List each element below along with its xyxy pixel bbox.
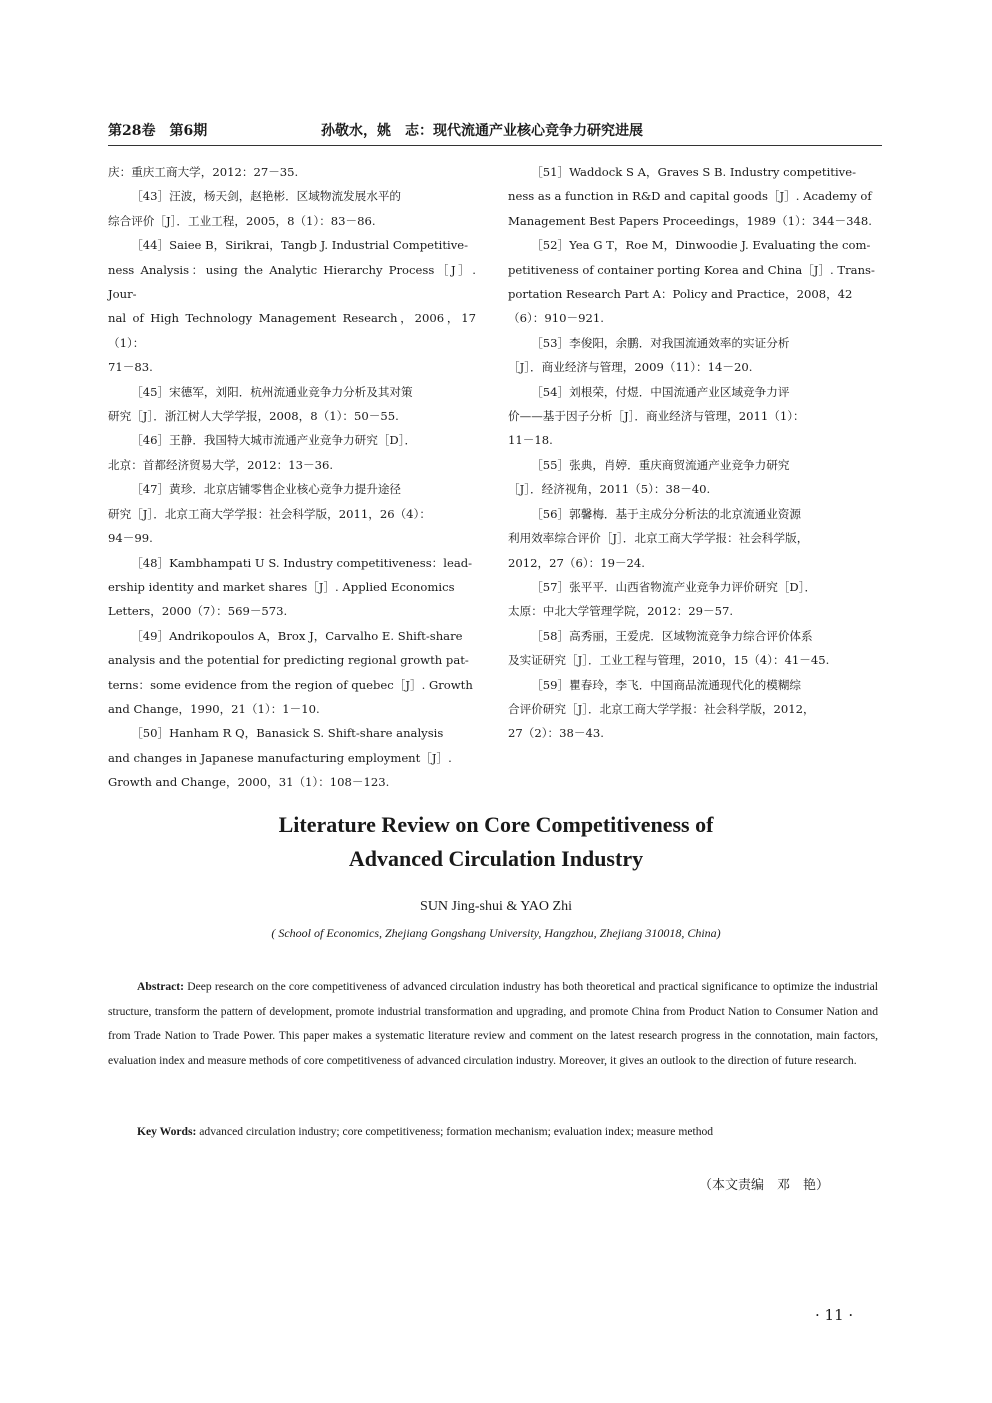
reference-line: 研究［J］．浙江树人大学学报，2008，8（1）：50－55. (108, 409, 399, 424)
reference-cont (108, 160, 476, 184)
reference-line: 北京：首都经济贸易大学，2012：13－36. (108, 457, 334, 472)
reference-line: 综合评价［J］．工业工程，2005，8（1）：83－86. (108, 213, 376, 228)
reference-line: ［54］刘根荣，付煜．中国流通产业区域竞争力评 (531, 384, 790, 399)
english-title (108, 808, 884, 876)
reference-50 (108, 721, 476, 794)
reference-45 (108, 380, 476, 429)
reference-49 (108, 624, 476, 722)
reference-line: ［51］Waddock S A，Graves S B. Industry competitive- (531, 165, 856, 179)
english-affiliation: ( School of Economics, Zhejiang Gongshang University, Hangzhou, Zhejiang 310018, China) (271, 926, 721, 940)
reference-line: ［J］．商业经济与管理，2009（11）：14－20. (508, 360, 753, 375)
english-authors: SUN Jing-shui & YAO Zhi (420, 899, 572, 914)
reference-52 (508, 233, 876, 331)
reference-line: ［46］王静．我国特大城市流通产业竞争力研究［D］． (131, 433, 417, 448)
keywords-label: Key Words: (137, 1125, 197, 1138)
reference-line: 合评价研究［J］．北京工商大学学报：社会科学版，2012， (508, 701, 815, 716)
reference-54 (508, 380, 876, 453)
reference-line: Management Best Papers Proceedings，1989（1）：344－348. (508, 213, 872, 228)
reference-43 (108, 184, 476, 233)
reference-line: Growth and Change，2000，31（1）：108－123. (108, 775, 390, 790)
reference-line: ［43］汪波，杨天剑，赵艳彬．区域物流发展水平的 (131, 189, 402, 204)
reference-line: ［52］Yea G T，Roe M，Dinwoodie J. Evaluating the com- (531, 238, 871, 253)
reference-line: 利用效率综合评价［J］．北京工商大学学报：社会科学版， (508, 531, 809, 546)
reference-line: 71－83. (108, 360, 153, 375)
reference-line: and changes in Japanese manufacturing employment［J］. (108, 750, 452, 765)
reference-line: ［J］．经济视角，2011（5）：38－40. (508, 482, 711, 497)
reference-line: ［48］Kambhampati U S. Industry competitiveness：lead- (131, 555, 473, 570)
reference-53 (508, 331, 876, 380)
reference-line: 11－18. (508, 433, 553, 448)
reference-line: ［47］黄珍．北京店铺零售企业核心竞争力提升途径 (131, 482, 402, 497)
reference-44 (108, 233, 476, 379)
reference-51 (508, 160, 876, 233)
reference-58 (508, 624, 876, 673)
page-number: · 11 · (815, 1306, 854, 1324)
reference-line: 研究［J］．北京工商大学学报：社会科学版，2011，26（4）： (108, 506, 431, 521)
reference-line: 庆：重庆工商大学，2012：27－35. (108, 165, 299, 179)
journal-volume-issue: 第28卷 第6期 (108, 123, 208, 139)
references-right-column (508, 160, 876, 746)
reference-line: analysis and the potential for predicting regional growth pat- (108, 653, 469, 668)
reference-line: ［56］郭馨梅．基于主成分分析法的北京流通业资源 (531, 506, 802, 521)
reference-line: ［44］Saiee B，Sirikrai，Tangb J. Industrial Competitive- (131, 238, 469, 253)
header-rule (108, 145, 882, 146)
reference-line: Letters，2000（7）：569－573. (108, 604, 288, 619)
reference-line: ership identity and market shares［J］. Applied Economics (108, 579, 455, 594)
reference-line: 价——基于因子分析［J］．商业经济与管理，2011（1）： (508, 409, 805, 424)
reference-line: nal of High Technology Management Research，2006，17（1）： (108, 311, 476, 350)
reference-line: 27（2）：38－43. (508, 726, 604, 741)
reference-line: ［55］张典，肖婷．重庆商贸流通产业竞争力研究 (531, 457, 790, 472)
reference-line: petitiveness of container porting Korea and China［J］. Trans- (508, 262, 875, 277)
reference-line: ［50］Hanham R Q，Banasick S. Shift-share analysis (131, 726, 444, 741)
reference-line: 及实证研究［J］．工业工程与管理，2010，15（4）：41－45. (508, 653, 830, 668)
reference-line: ［45］宋德军，刘阳．杭州流通业竞争力分析及其对策 (131, 384, 413, 399)
reference-line: portation Research Part A：Policy and Practice，2008，42 (508, 287, 853, 302)
reference-line: ness as a function in R&D and capital goods［J］. Academy of (508, 189, 872, 204)
abstract-text: Deep research on the core competitiveness of advanced circulation industry has both theoretical and practical significance to optimize the industrial structure, transform the pattern of development, promote industrial transformation and upgrading, and promote China from Product Nation to Consumer Nation and from Trade Nation to Trade Power. This paper makes a systematic literature review and comment on the latest research progress in the connotation, main factors, evaluation index and measure methods of core competitiveness of advanced circulation industry. Moreover, it gives an outlook to the direction of future research. (108, 980, 878, 1067)
references-left-column (108, 160, 476, 795)
reference-line: 2012，27（6）：19－24. (508, 555, 645, 570)
reference-line: ［58］高秀丽，王爱虎．区域物流竞争力综合评价体系 (531, 628, 813, 643)
running-header (108, 120, 882, 142)
reference-line: ness Analysis：using the Analytic Hierarchy Process［J］. Jour- (108, 262, 476, 302)
reference-line: （6）：910－921. (508, 311, 604, 326)
english-title-line-1: Literature Review on Core Competitiveness of (278, 812, 714, 837)
reference-line: ［49］Andrikopoulos A，Brox J，Carvalho E. Shift-share (131, 628, 463, 643)
reference-59 (508, 673, 876, 746)
reference-55 (508, 453, 876, 502)
reference-line: ［53］李俊阳，余鹏．对我国流通效率的实证分析 (531, 335, 790, 350)
reference-line: and Change，1990，21（1）：1－10. (108, 701, 320, 716)
reference-line: terns：some evidence from the region of quebec［J］. Growth (108, 677, 473, 692)
reference-46 (108, 428, 476, 477)
reference-line: ［59］瞿春玲，李飞．中国商品流通现代化的模糊综 (531, 677, 802, 692)
english-abstract (108, 975, 878, 1073)
reference-line: 太原：中北大学管理学院，2012：29－57. (508, 604, 734, 619)
reference-56 (508, 502, 876, 575)
abstract-label: Abstract: (137, 980, 185, 993)
reference-line: ［57］张平平．山西省物流产业竞争力评价研究［D］． (531, 579, 817, 594)
reference-47 (108, 477, 476, 550)
reference-57 (508, 575, 876, 624)
running-title: 孙敬水，姚 志：现代流通产业核心竞争力研究进展 (321, 123, 643, 139)
english-title-line-2: Advanced Circulation Industry (348, 846, 644, 871)
keywords-text: advanced circulation industry; core competitiveness; formation mechanism; evaluation index; measure method (199, 1125, 714, 1138)
english-keywords (108, 1120, 884, 1144)
responsible-editor: （本文责编 邓 艳） (699, 1178, 830, 1193)
reference-48 (108, 551, 476, 624)
reference-line: 94－99. (108, 531, 153, 546)
